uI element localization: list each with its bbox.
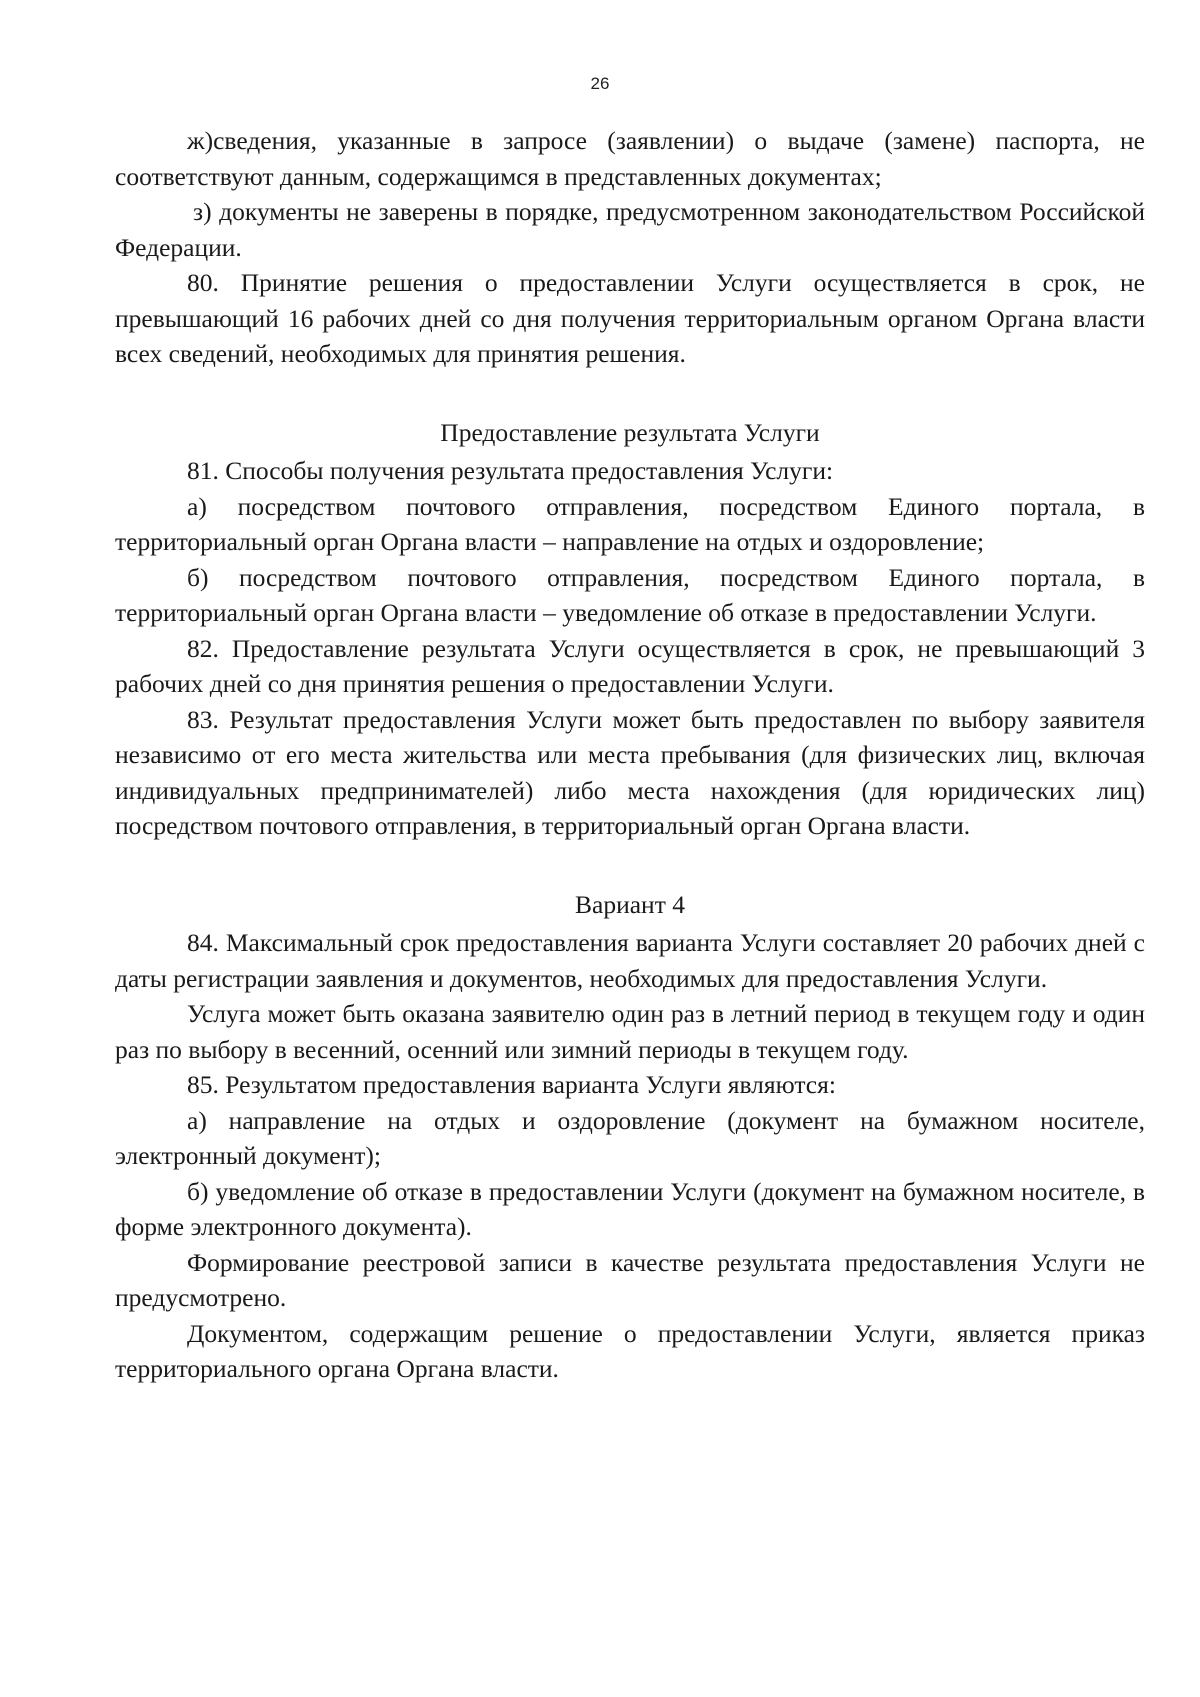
document-body (115, 123, 1145, 1387)
paragraph-item-z: з) документы не заверены в порядке, предусмотренном законодательством Российской Федерации. (115, 197, 1145, 262)
paragraph-81-a: а) посредством почтового отправления, посредством Единого портала, в территориальный орган Органа власти – направление на отдых и оздоровление; (115, 491, 1145, 556)
paragraph-item-zh: ж)сведения, указанные в запросе (заявлении) о выдаче (замене) паспорта, не соответствуют данным, содержащимся в представленных документах; (115, 126, 1145, 191)
paragraph-85: 85. Результатом предоставления варианта Услуги являются: (187, 1070, 836, 1099)
paragraph-81: 81. Способы получения результата предоставления Услуги: (187, 456, 834, 485)
paragraph-84: 84. Максимальный срок предоставления варианта Услуги составляет 20 рабочих дней с даты регистрации заявления и документов, необходимых для предоставления Услуги. (115, 928, 1145, 993)
paragraph-85-b: б) уведомление об отказе в предоставлении Услуги (документ на бумажном носителе, в форме электронного документа). (115, 1176, 1145, 1241)
section-heading-result: Предоставление результата Услуги (440, 417, 820, 447)
paragraph-82: 82. Предоставление результата Услуги осуществляется в срок, не превышающий 3 рабочих дней со дня принятия решения о предоставлении Услуги. (115, 633, 1145, 698)
paragraph-80: 80. Принятие решения о предоставлении Услуги осуществляется в срок, не превышающий 16 рабочих дней со дня получения территориальным органом Органа власти всех сведений, необходимых для принятия решения. (115, 268, 1145, 368)
section-heading-variant: Вариант 4 (575, 889, 685, 919)
paragraph-document: Документом, содержащим решение о предоставлении Услуги, является приказ территориального органа Органа власти. (115, 1318, 1145, 1383)
paragraph-registry: Формирование реестровой записи в качестве результата предоставления Услуги не предусмотрено. (115, 1247, 1145, 1312)
page-number: 26 (590, 74, 610, 93)
paragraph-83: 83. Результат предоставления Услуги может быть предоставлен по выбору заявителя независимо от его места жительства или места пребывания (для физических лиц, включая индивидуальных предпринимателей) либо места нахождения (для юридических лиц) посредством почтового отправления, в территориальный орган Органа власти. (115, 704, 1145, 840)
paragraph-81-b: б) посредством почтового отправления, посредством Единого портала, в территориальный орган Органа власти – уведомление об отказе в предоставлении Услуги. (115, 562, 1145, 627)
paragraph-85-a: а) направление на отдых и оздоровление (документ на бумажном носителе, электронный документ); (115, 1105, 1145, 1170)
paragraph-84-note: Услуга может быть оказана заявителю один раз в летний период в текущем году и один раз по выбору в весенний, осенний или зимний периоды в текущем году. (115, 999, 1145, 1064)
